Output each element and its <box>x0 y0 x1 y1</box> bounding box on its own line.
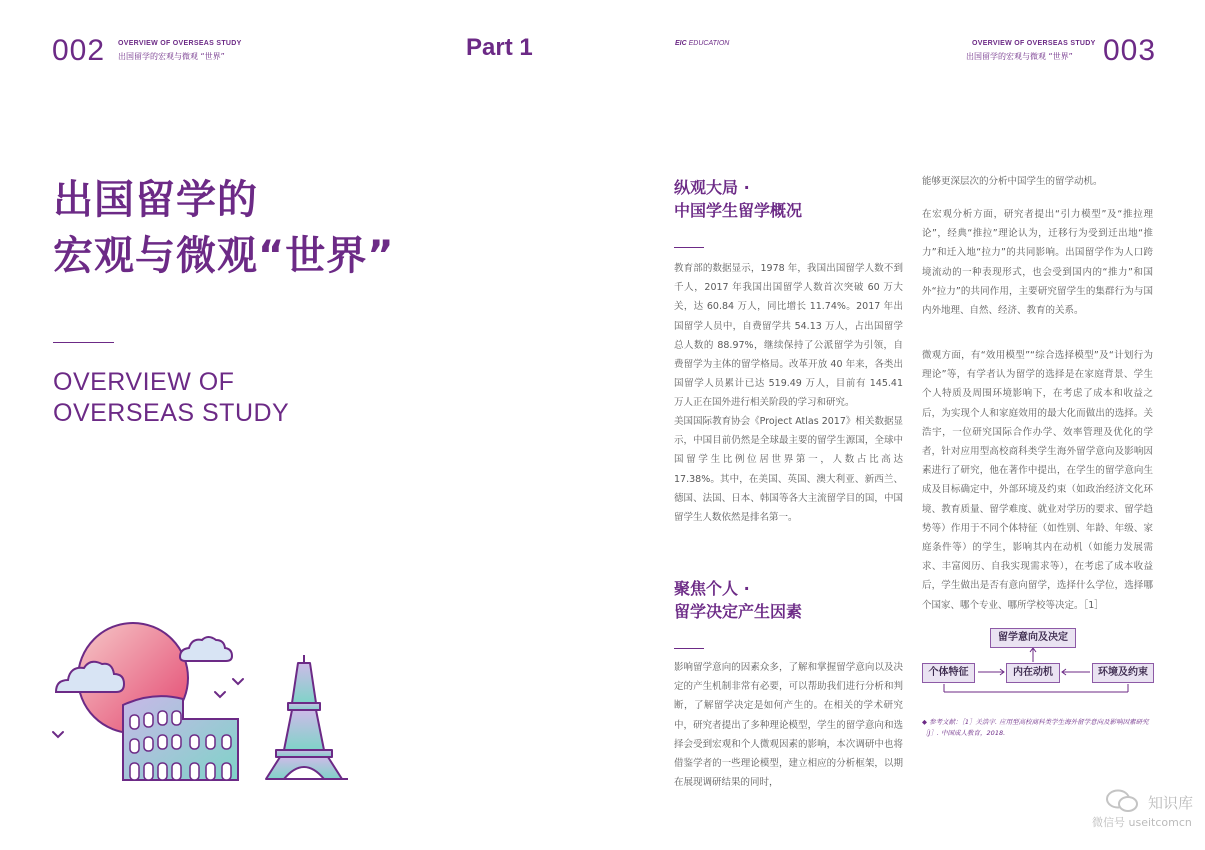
main-title-line1: 出国留学的 <box>53 177 258 223</box>
paragraph-micro: 微观方面，有“效用模型”“综合选择模型”及“计划行为理论”等，有学者认为留学的选择是在家庭背景、学生个人特质及周围环境影响下，在考虑了成本和收益之后，为实现个人和家庭效用的最大化而做出的选择。关浩宇，一位研究国际合作办学、效率管理及优化的学者，针对应用型高校商科类学生海外留学意向及影响因素进行了研究，他在著作中提出，在学生的留学意向生成及目标确定中，外部环境及约束（如政治经济文化环境、教育质量、留学难度、就业对学历的要求、留学趋势等）作用于不同个体特征（如性别、年龄、年级、家庭条件等）的学生，影响其内在动机（如能力发展需求、丰富阅历、自我实现需求等），在考虑了成本收益后，学生做出是否有意向留学，选择什么学位，选择哪个国家、哪个专业、哪所学校等决定。［1］ <box>922 350 1153 611</box>
paragraph-factors-1: 影响留学意向的因素众多，了解和掌握留学意向以及决定的产生机制非常有必要，可以帮助我们进行分析和判断，了解留学决定是如何产生的。在相关的学术研究中，研究者提出了多种理论模型，学生的留学意向和选择会受到宏观和个人微观因素的影响，本次调研中也将借鉴学者的一些理论模型，建立相应的分析框架，以期在展现调研结果的同时， <box>674 662 903 789</box>
title-divider <box>53 342 114 343</box>
wechat-icon <box>1104 788 1142 814</box>
diagram-node-motivation: 内在动机 <box>1006 663 1060 683</box>
diagram-node-intention: 留学意向及决定 <box>990 628 1076 648</box>
english-title-line1: OVERVIEW OF <box>53 368 235 396</box>
cloud-icon-right <box>180 637 232 661</box>
section-factors-rule <box>674 648 704 649</box>
main-title <box>53 172 395 284</box>
header-cn-right: 出国留学的宏观与微观 “世界” <box>966 52 1073 61</box>
diagram-node-environment: 环境及约束 <box>1092 663 1154 683</box>
page-number-right: 003 <box>1103 34 1157 67</box>
eiffel-tower-icon <box>266 655 348 779</box>
section-overview-heading <box>674 176 802 222</box>
section-factors-title-line1: 聚焦个人 · <box>674 579 750 598</box>
watermark <box>1092 786 1198 830</box>
watermark-name: 知识库 <box>1148 794 1194 812</box>
reference-citation: ◆ 参考文献：［1］关浩宇. 应用型高校商科类学生海外留学意向及影响因素研究［J］. 中国成人教育，2018. <box>922 718 1149 737</box>
framework-diagram <box>922 624 1154 694</box>
watermark-account: 微信号 useitcomcn <box>1092 816 1192 829</box>
header-cn-left: 出国留学的宏观与微观 “世界” <box>118 52 225 61</box>
header-en-left: OVERVIEW OF OVERSEAS STUDY <box>118 40 242 47</box>
colosseum-icon <box>123 696 238 780</box>
english-title-line2: OVERSEAS STUDY <box>53 399 290 427</box>
brand-label: EIC EDUCATION <box>675 40 730 47</box>
paragraph-overview-1: 教育部的数据显示，1978 年，我国出国留学人数不到千人，2017 年我国出国留学人数首次突破 60 万大关，达 60.84 万人，同比增长 11.74%。2017 年出国留学人员中，自费留学共 54.13 万人，占出国留学总人数的 88.97%，继续保持了公派留学为引领，自费留学为主体的留学格局。改革开放 40 年来，各类出国留学人员累计已达 519.49 万人，目前有 145.41 万人正在国外进行相关阶段的学习和研究。 <box>674 263 903 409</box>
paragraph-col2-1: 能够更深层次的分析中国学生的留学动机。 <box>922 176 1103 187</box>
section-overview-title-line2: 中国学生留学概况 <box>674 201 803 220</box>
main-title-line2: 宏观与微观“世界” <box>53 233 395 279</box>
section-factors-heading <box>674 577 802 623</box>
paragraph-macro: 在宏观分析方面，研究者提出“引力模型”及“推拉理论”，经典“推拉”理论认为，迁移行为受到迁出地“推力”和迁入地“拉力”的共同影响。出国留学作为人口跨境流动的一种表现形式，也会受到国内的“推力”和国外“拉力”的共同作用，主要研究留学生的集群行为与国内外地理、自然、经济、教育的关系。 <box>922 209 1153 317</box>
section-overview-title-line1: 纵观大局 · <box>674 178 750 197</box>
header-en-right: OVERVIEW OF OVERSEAS STUDY <box>972 40 1096 47</box>
paragraph-overview-2: 美国国际教育协会《Project Atlas 2017》相关数据显示，中国目前仍然是全球最主要的留学生源国，全球中国留学生比例位居世界第一，人数占比高达 17.38%。其中，在美国、英国、澳大利亚、新西兰、德国、法国、日本、韩国等各大主流留学目的国，中国留学生人数依然是排名第一。 <box>674 416 903 524</box>
section-overview-rule <box>674 247 704 248</box>
diagram-node-individual: 个体特征 <box>922 663 975 683</box>
landmarks-illustration <box>48 615 348 785</box>
part-label: Part 1 <box>466 34 533 61</box>
section-factors-title-line2: 留学决定产生因素 <box>674 602 803 621</box>
english-title <box>53 367 289 429</box>
page-number-left: 002 <box>52 34 106 67</box>
